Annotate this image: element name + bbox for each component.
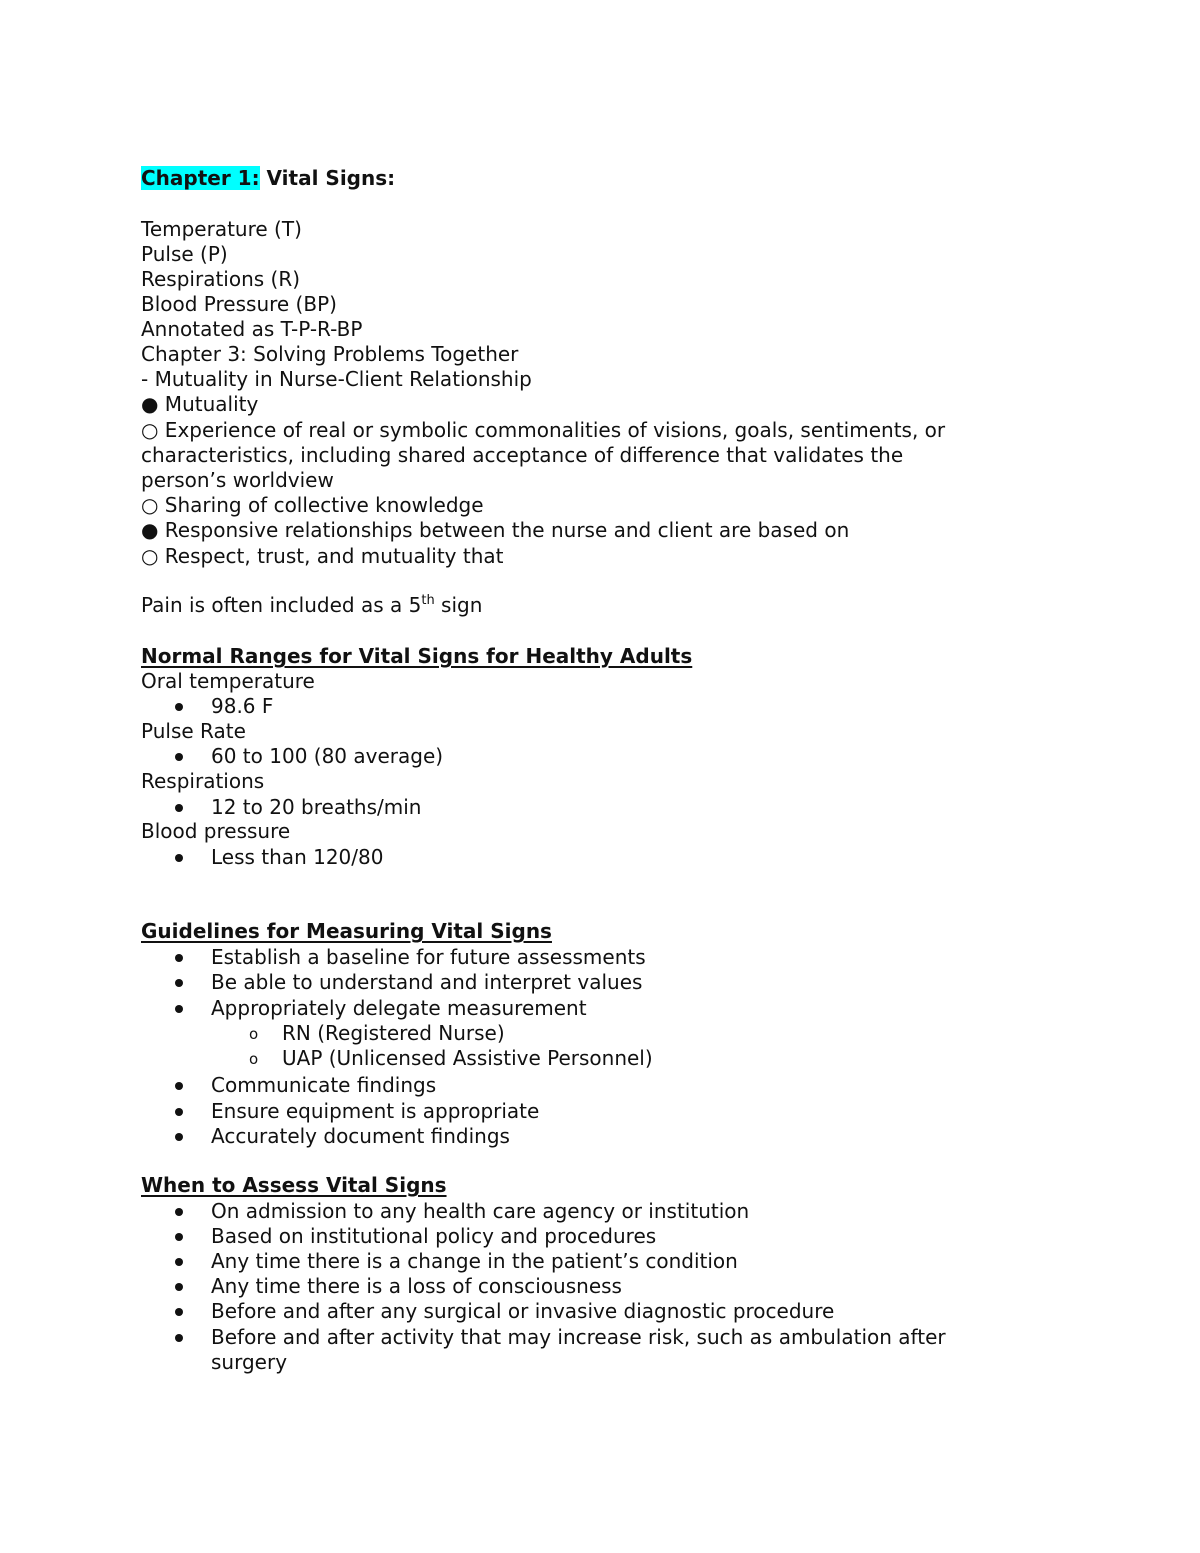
chapter-heading (141, 166, 395, 191)
bullet-icon (175, 1258, 183, 1266)
bullet-icon (175, 1308, 183, 1316)
chapter-label: Chapter 1: (141, 166, 260, 190)
guidelines-heading: Guidelines for Measuring Vital Signs (141, 919, 552, 943)
range-label: Oral temperature (141, 669, 315, 693)
bullet-icon (175, 1133, 183, 1141)
list-item: Based on institutional policy and procedures (211, 1224, 657, 1248)
sub-list-item: UAP (Unlicensed Assistive Personnel) (282, 1046, 653, 1070)
text-line: ● Mutuality (141, 392, 259, 416)
range-value: 98.6 F (211, 694, 274, 718)
normal-ranges-heading: Normal Ranges for Vital Signs for Healthy Adults (141, 644, 693, 668)
range-value: 12 to 20 breaths/min (211, 795, 422, 819)
sub-bullet-icon: o (249, 1025, 259, 1043)
range-label: Pulse Rate (141, 719, 246, 743)
bullet-icon (175, 1334, 183, 1342)
pain-note: Pain is often included as a 5th sign (141, 593, 483, 617)
list-item: Accurately document findings (211, 1124, 510, 1148)
bullet-icon (175, 1283, 183, 1291)
list-item: Before and after activity that may increase risk, such as ambulation after (211, 1325, 946, 1349)
bullet-icon (175, 979, 183, 987)
bullet-icon (175, 1233, 183, 1241)
list-item: On admission to any health care agency or institution (211, 1199, 750, 1223)
list-item: Before and after any surgical or invasive diagnostic procedure (211, 1299, 835, 1323)
sub-list-item: RN (Registered Nurse) (282, 1021, 505, 1045)
bullet-icon (175, 854, 183, 862)
text-line: characteristics, including shared acceptance of difference that validates the (141, 443, 904, 467)
text-line: Blood Pressure (BP) (141, 292, 337, 316)
text-line: ○ Sharing of collective knowledge (141, 493, 484, 517)
list-item: Any time there is a loss of consciousness (211, 1274, 622, 1298)
text-line: Respirations (R) (141, 267, 301, 291)
bullet-icon (175, 753, 183, 761)
range-label: Respirations (141, 769, 265, 793)
list-item: Establish a baseline for future assessments (211, 945, 646, 969)
text-line: ○ Experience of real or symbolic commonalities of visions, goals, sentiments, or (141, 418, 946, 442)
text-line: person’s worldview (141, 468, 334, 492)
text-line: Temperature (T) (141, 217, 302, 241)
list-item: Ensure equipment is appropriate (211, 1099, 540, 1123)
bullet-icon (175, 1082, 183, 1090)
text-line: - Mutuality in Nurse-Client Relationship (141, 367, 532, 391)
chapter-title: Vital Signs: (259, 166, 396, 190)
text-line: ○ Respect, trust, and mutuality that (141, 544, 504, 568)
text-line: Annotated as T-P-R-BP (141, 317, 363, 341)
list-item: Any time there is a change in the patient’s condition (211, 1249, 738, 1273)
list-item-continuation: surgery (211, 1350, 288, 1374)
text-line: Chapter 3: Solving Problems Together (141, 342, 519, 366)
range-label: Blood pressure (141, 819, 291, 843)
bullet-icon (175, 954, 183, 962)
sub-bullet-icon: o (249, 1050, 259, 1068)
bullet-icon (175, 703, 183, 711)
text-line: Pulse (P) (141, 242, 228, 266)
list-item: Appropriately delegate measurement (211, 996, 587, 1020)
range-value: 60 to 100 (80 average) (211, 744, 444, 768)
text-line: ● Responsive relationships between the nurse and client are based on (141, 518, 850, 542)
bullet-icon (175, 1005, 183, 1013)
range-value: Less than 120/80 (211, 845, 384, 869)
list-item: Be able to understand and interpret values (211, 970, 643, 994)
bullet-icon (175, 1208, 183, 1216)
when-to-assess-heading: When to Assess Vital Signs (141, 1173, 447, 1197)
bullet-icon (175, 1108, 183, 1116)
bullet-icon (175, 804, 183, 812)
list-item: Communicate findings (211, 1073, 437, 1097)
